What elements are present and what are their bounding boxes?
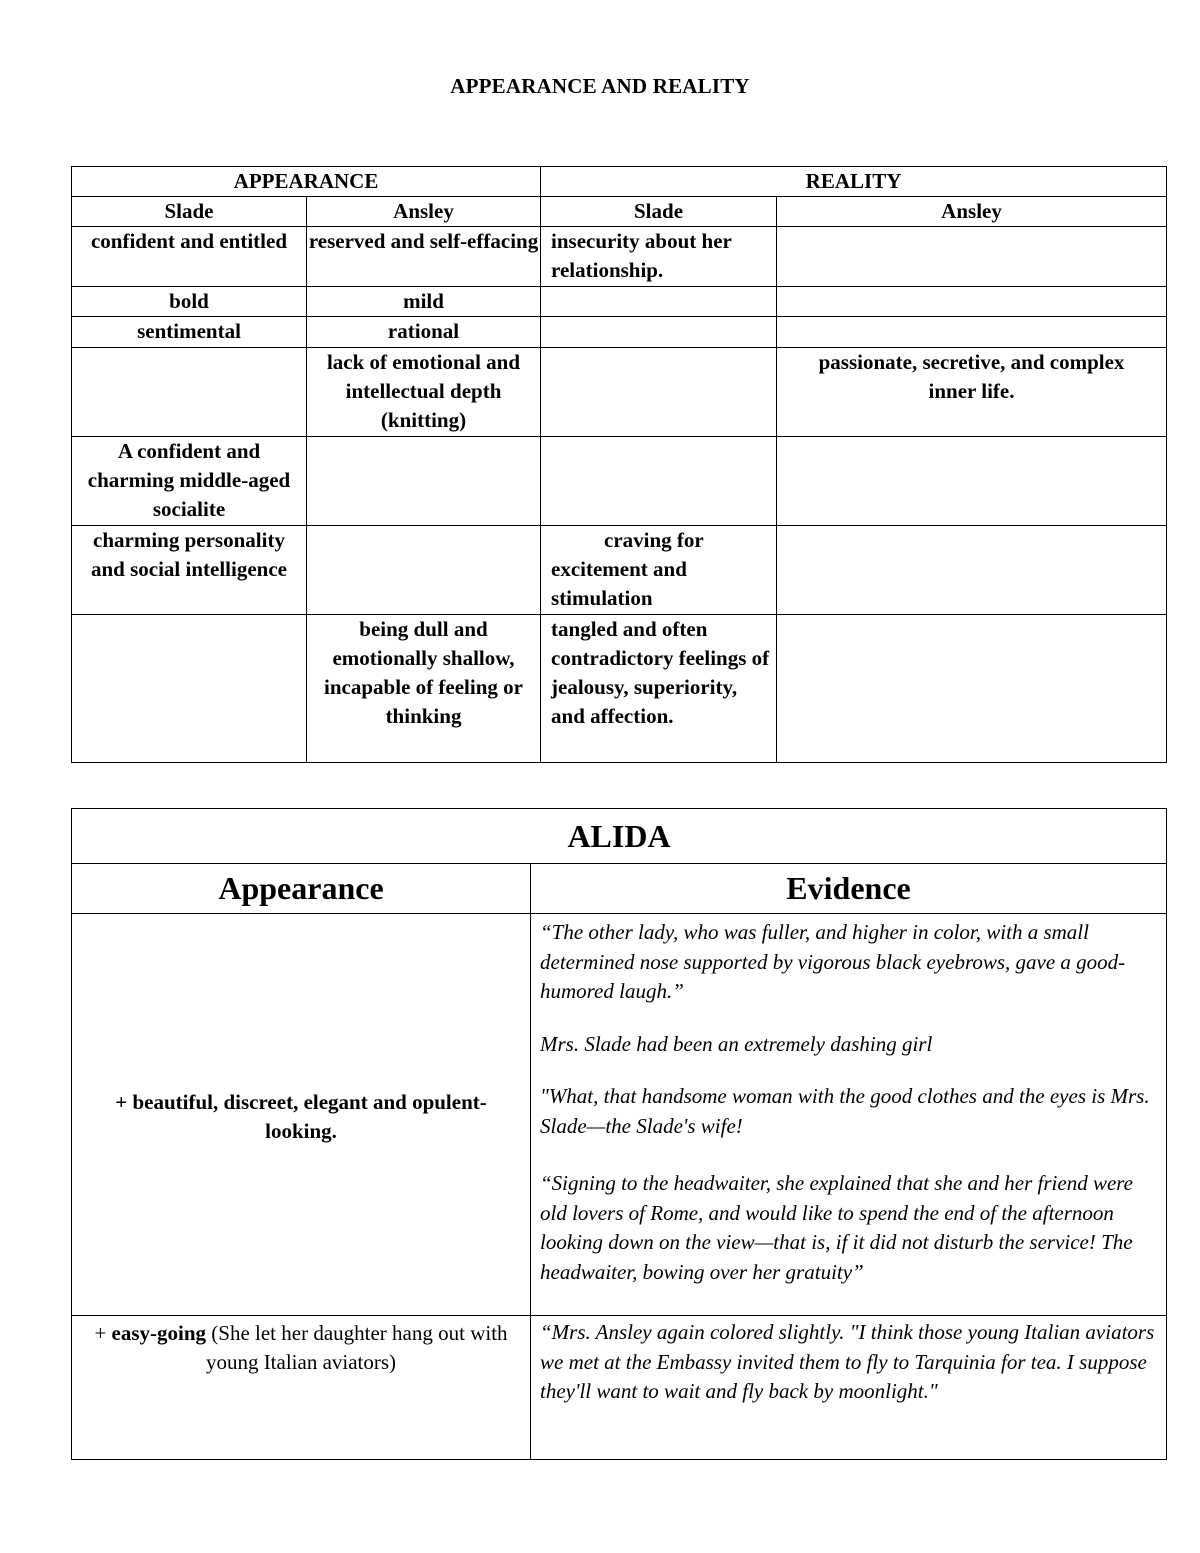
sub-header-cell: Ansley [307, 197, 541, 227]
table-cell: charming personality and social intelligence [72, 526, 307, 615]
table-cell: insecurity about her relationship. [541, 227, 777, 287]
table-cell: A confident and charming middle-aged socialite [72, 437, 307, 526]
evidence-quote: Mrs. Slade had been an extremely dashing girl [540, 1031, 933, 1056]
character-name-row [72, 809, 1167, 864]
document-title: APPEARANCE AND REALITY [450, 74, 750, 98]
table-cell [777, 526, 1167, 615]
table-cell [307, 526, 541, 615]
appearance-cell [72, 1316, 531, 1460]
table-row [72, 287, 1167, 317]
table-cell: passionate, secretive, and complex inner life. [777, 348, 1167, 437]
sub-header-cell: Ansley [777, 197, 1167, 227]
table-cell [777, 437, 1167, 526]
column-header-row [72, 864, 1167, 914]
table-row [72, 227, 1167, 287]
table-row [72, 526, 1167, 615]
table-cell [72, 615, 307, 763]
appearance-detail: (She let her daughter hang out with young Italian aviators) [205, 1321, 508, 1374]
table-row [72, 437, 1167, 526]
group-header-row [72, 167, 1167, 197]
evidence-header: Evidence [531, 864, 1167, 914]
table-cell [541, 437, 777, 526]
sub-header-cell: Slade [541, 197, 777, 227]
appearance-prefix: + [94, 1321, 112, 1345]
table-row [72, 1316, 1167, 1460]
table-cell: sentimental [72, 317, 307, 348]
sub-header-cell: Slade [72, 197, 307, 227]
appearance-reality-table [71, 166, 1167, 763]
table-cell: mild [307, 287, 541, 317]
table-cell [777, 615, 1167, 763]
table-cell [777, 287, 1167, 317]
evidence-quote: "What, that handsome woman with the good clothes and the eyes is Mrs. Slade—the Slade's wife! [540, 1084, 1150, 1138]
table-cell: rational [307, 317, 541, 348]
reality-group-header: REALITY [541, 167, 1167, 197]
table-cell: bold [72, 287, 307, 317]
table-cell: confident and entitled [72, 227, 307, 287]
character-name: ALIDA [72, 809, 1167, 864]
sub-header-row [72, 197, 1167, 227]
table-cell: tangled and often contradictory feelings of jealousy, superiority, and affection. [541, 615, 777, 763]
table-cell [541, 348, 777, 437]
table-cell [777, 317, 1167, 348]
appearance-trait: easy-going [111, 1321, 207, 1345]
evidence-cell: “Mrs. Ansley again colored slightly. "I think those young Italian aviators we met at the Embassy invited them to fly to Tarquinia for tea. I suppose they'll want to wait and fly back by moonlight." [531, 1316, 1167, 1460]
evidence-quote: “Signing to the headwaiter, she explained that she and her friend were old lovers of Rome, and would like to spend the end of the afternoon looking down on the view—that is, if it did not disturb the service! The headwaiter, bowing over her gratuity” [540, 1171, 1133, 1284]
appearance-group-header: APPEARANCE [72, 167, 541, 197]
table-cell [541, 317, 777, 348]
appearance-cell: + beautiful, discreet, elegant and opulent-looking. [72, 914, 531, 1316]
table-cell [777, 227, 1167, 287]
appearance-header: Appearance [72, 864, 531, 914]
table-cell [72, 348, 307, 437]
table-row [72, 348, 1167, 437]
table-row [72, 914, 1167, 1316]
evidence-cell [531, 914, 1167, 1316]
alida-table [71, 808, 1167, 1460]
table-row [72, 615, 1167, 763]
table-cell [541, 287, 777, 317]
table-cell: reserved and self-effacing [307, 227, 541, 287]
table-cell: craving for excitement and stimulation [541, 526, 777, 615]
table-cell: being dull and emotionally shallow, incapable of feeling or thinking [307, 615, 541, 763]
table-row [72, 317, 1167, 348]
table-cell: lack of emotional and intellectual depth (knitting) [307, 348, 541, 437]
evidence-quote: “The other lady, who was fuller, and higher in color, with a small determined nose supported by vigorous black eyebrows, gave a good-humored laugh.” [540, 920, 1126, 1003]
table-cell [307, 437, 541, 526]
